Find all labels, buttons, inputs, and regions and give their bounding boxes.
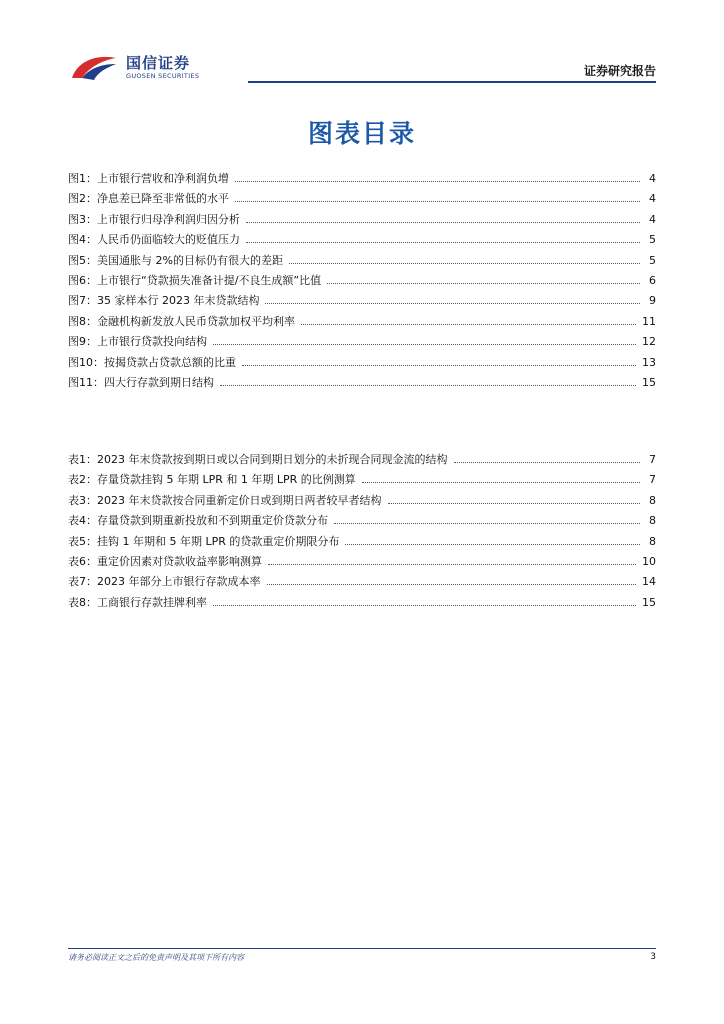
entry-title: 工商银行存款挂牌利率 (97, 595, 207, 609)
entry-title: 人民币仍面临较大的贬值压力 (97, 233, 240, 247)
dot-leader (242, 357, 636, 366)
entry-page-number: 12 (642, 335, 656, 349)
entry-label: 图2： (68, 192, 97, 206)
entry-page-number: 5 (649, 253, 656, 267)
table-entry[interactable] (68, 492, 656, 512)
dot-leader (265, 295, 640, 304)
entry-title: 按揭贷款占贷款总额的比重 (104, 355, 236, 369)
figure-entry[interactable] (68, 374, 656, 394)
entry-label: 图9： (68, 335, 97, 349)
dot-leader (362, 474, 640, 483)
guosen-logo-icon (68, 52, 120, 82)
brand-name-en: GUOSEN SECURITIES (126, 72, 200, 80)
dot-leader (345, 536, 640, 545)
figure-entry[interactable] (68, 170, 656, 190)
entry-page-number: 13 (642, 355, 656, 369)
dot-leader (268, 556, 636, 565)
entry-title: 挂钩 1 年期和 5 年期 LPR 的贷款重定价期限分布 (97, 534, 340, 548)
entry-page-number: 4 (649, 172, 656, 185)
entry-title: 美国通胀与 2%的目标仍有很大的差距 (97, 253, 283, 267)
entry-page-number: 8 (649, 534, 656, 548)
entry-label: 表5： (68, 534, 97, 548)
entry-title: 2023 年末贷款按到期日或以合同到期日划分的未折现合同现金流的结构 (97, 453, 448, 466)
dot-leader (213, 597, 636, 606)
entry-title: 2023 年部分上市银行存款成本率 (97, 575, 261, 589)
entry-title: 上市银行归母净利润归因分析 (97, 212, 240, 226)
dot-leader (235, 173, 640, 182)
dot-leader (454, 454, 641, 463)
entry-page-number: 8 (649, 514, 656, 528)
report-type-label: 证券研究报告 (583, 64, 656, 78)
dot-leader (246, 234, 640, 243)
entry-label: 表7： (68, 575, 97, 589)
figure-list (68, 170, 656, 394)
figure-entry[interactable] (68, 292, 656, 312)
table-entry[interactable] (68, 471, 656, 491)
entry-page-number: 9 (649, 294, 656, 308)
entry-page-number: 15 (642, 595, 656, 609)
entry-label: 图8： (68, 314, 97, 328)
entry-label: 图10： (68, 355, 104, 369)
entry-title: 存量贷款挂钩 5 年期 LPR 和 1 年期 LPR 的比例测算 (97, 473, 356, 487)
figure-entry[interactable] (68, 333, 656, 353)
figure-entry[interactable] (68, 354, 656, 374)
entry-label: 表1： (68, 453, 97, 466)
figure-entry[interactable] (68, 211, 656, 231)
entry-page-number: 4 (649, 192, 656, 206)
page-title: 图表目录 (307, 119, 416, 148)
entry-page-number: 6 (649, 273, 656, 287)
table-entry[interactable] (68, 553, 656, 573)
entry-label: 表3： (68, 493, 97, 507)
entry-title: 金融机构新发放人民币贷款加权平均利率 (97, 314, 295, 328)
dot-leader (220, 377, 636, 386)
entry-label: 图6： (68, 273, 97, 287)
entry-label: 图5： (68, 253, 97, 267)
dot-leader (334, 515, 640, 524)
entry-title: 净息差已降至非常低的水平 (97, 192, 229, 206)
dot-leader (327, 275, 640, 284)
dot-leader (235, 193, 640, 202)
entry-label: 图7： (68, 294, 97, 308)
entry-label: 表2： (68, 473, 97, 487)
table-entry[interactable] (68, 573, 656, 593)
table-entry[interactable] (68, 512, 656, 532)
table-list (68, 451, 656, 614)
entry-page-number: 10 (642, 554, 656, 568)
figure-entry[interactable] (68, 313, 656, 333)
entry-label: 图11： (68, 375, 104, 389)
entry-title: 重定价因素对贷款收益率影响测算 (97, 554, 262, 568)
entry-page-number: 14 (642, 575, 656, 589)
table-entry[interactable] (68, 451, 656, 471)
entry-label: 表6： (68, 554, 97, 568)
header-divider (248, 81, 656, 83)
page-header (68, 48, 656, 84)
footer-disclaimer: 请务必阅读正文之后的免责声明及其项下所有内容 (68, 953, 244, 962)
dot-leader (301, 316, 636, 325)
page-number: 3 (650, 952, 656, 962)
entry-label: 图4： (68, 233, 97, 247)
table-entry[interactable] (68, 594, 656, 614)
figure-entry[interactable] (68, 231, 656, 251)
dot-leader (246, 214, 640, 223)
figure-entry[interactable] (68, 272, 656, 292)
figure-entry[interactable] (68, 190, 656, 210)
table-entry[interactable] (68, 533, 656, 553)
entry-page-number: 8 (649, 493, 656, 507)
entry-page-number: 7 (649, 473, 656, 487)
entry-label: 表4： (68, 514, 97, 528)
entry-title: 四大行存款到期日结构 (104, 375, 214, 389)
dot-leader (213, 336, 636, 345)
dot-leader (267, 576, 637, 585)
entry-title: 上市银行贷款投向结构 (97, 335, 207, 349)
entry-title: 2023 年末贷款按合同重新定价日或到期日两者较早者结构 (97, 493, 382, 507)
entry-title: 存量贷款到期重新投放和不到期重定价贷款分布 (97, 514, 328, 528)
entry-label: 图3： (68, 212, 97, 226)
entry-label: 表8： (68, 595, 97, 609)
footer-divider (68, 948, 656, 949)
entry-page-number: 4 (649, 212, 656, 226)
entry-label: 图1： (68, 172, 97, 185)
entry-title: 上市银行“贷款损失准备计提/不良生成额”比值 (97, 273, 322, 287)
entry-page-number: 7 (649, 453, 656, 466)
brand-name-cn: 国信证券 (126, 54, 191, 72)
entry-title: 上市银行营收和净利润负增 (97, 172, 229, 185)
figure-entry[interactable] (68, 252, 656, 272)
entry-title: 35 家样本行 2023 年末贷款结构 (97, 294, 260, 308)
dot-leader (289, 255, 640, 264)
entry-page-number: 15 (642, 375, 656, 389)
entry-page-number: 5 (649, 233, 656, 247)
entry-page-number: 11 (642, 314, 656, 328)
dot-leader (388, 495, 641, 504)
